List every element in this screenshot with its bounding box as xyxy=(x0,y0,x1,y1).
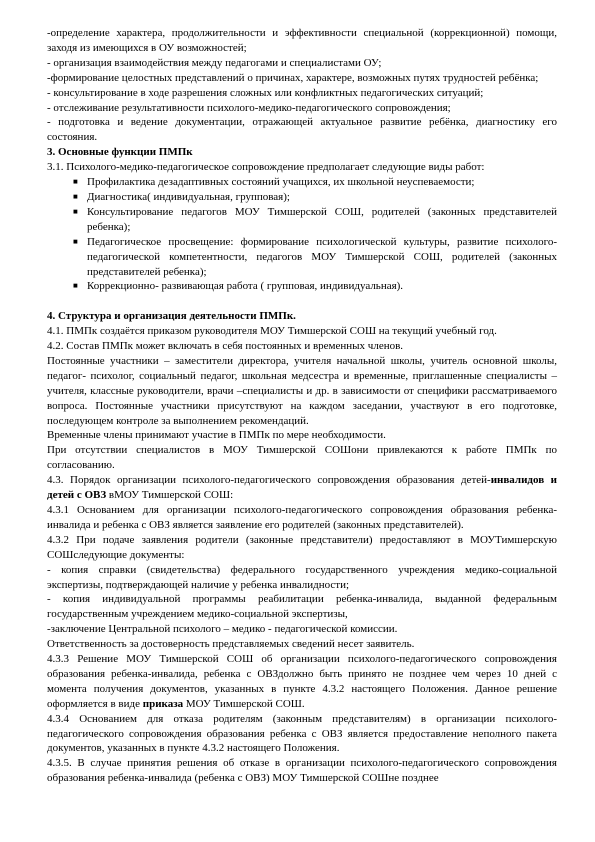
bullet-item xyxy=(47,279,557,294)
paragraph: 4.2. Состав ПМПк может включать в себя постоянных и временных членов. xyxy=(47,340,404,353)
function-item: - консультирование в ходе разрешения сложных или конфликтных педагогических ситуаций; xyxy=(47,86,484,99)
function-item: -формирование целостных представлений о причинах, характере, возможных путях трудностей ребёнка; xyxy=(47,71,539,84)
document-page xyxy=(47,26,557,786)
section-4-heading: 4. Структура и организация деятельности ПМПк. xyxy=(47,310,296,323)
bold-text: инвалидов и детей с ОВЗ xyxy=(47,474,557,502)
section-3-intro: 3.1. Психолого-медико-педагогическое сопровождение предполагает следующие виды работ: xyxy=(47,161,485,174)
bullet-icon: ■ xyxy=(73,206,78,216)
paragraph: При отсутствии специалистов в МОУ Тимшерской СОШони привлекаются к работе ПМПк по согласованию. xyxy=(47,444,557,472)
function-item: - отслеживание результативности психолого-медико-педагогического сопровождения; xyxy=(47,101,451,114)
bullet-icon: ■ xyxy=(73,236,78,246)
paragraph: 4.1. ПМПк создаётся приказом руководителя МОУ Тимшерской СОШ на текущий учебный год. xyxy=(47,325,497,338)
bullet-icon: ■ xyxy=(73,281,78,291)
spacer xyxy=(47,294,557,309)
section-3-heading: 3. Основные функции ПМПк xyxy=(47,146,193,159)
function-item: -определение характера, продолжительности и эффективности специальной (коррекционной) помощи, заходя из имеющихся в ОУ возможностей; xyxy=(47,27,557,54)
paragraph: 4.3.1 Основанием для организации психолого-педагогического сопровождения образования ребенка-инвалида и ребенка с ОВЗ является заявление его родителей (законных представителей). xyxy=(47,503,557,531)
bullet-text: Педагогическое просвещение: формирование психологической культуры, развитие психолого-педагогической компетентности, педагогов МОУ Тимшерской СОШ, родителей (законных представителей ребенка); xyxy=(87,235,557,278)
paragraph: - копия индивидуальной программы реабилитации ребенка-инвалида, выданной федеральным государственным учреждением медико-социальной экспертизы, xyxy=(47,593,557,621)
function-item: - организация взаимодействия между педагогами и специалистами ОУ; xyxy=(47,56,382,69)
paragraph: -заключение Центральной психолого – медико - педагогической комиссии. xyxy=(47,623,398,636)
bullet-text: Профилактика дезадаптивных состояний учащихся, их школьной неуспеваемости; xyxy=(87,176,475,189)
paragraph: Ответственность за достоверность представляемых сведений несет заявитель. xyxy=(47,638,415,651)
paragraph: Временные члены принимают участие в ПМПк по мере необходимости. xyxy=(47,429,386,442)
paragraph xyxy=(47,473,557,503)
bullet-item xyxy=(47,235,557,280)
paragraph: 4.3.4 Основанием для отказа родителям (законным представителям) в организации психолого-педагогического сопровождения образования ребенка с ОВЗ является предоставление неполного пакета документов, указанных в пункте 4.3.2 настоящего Положения. xyxy=(47,712,557,755)
bold-text: приказа xyxy=(142,697,184,710)
paragraph: 4.3.2 При подаче заявления родители (законные представители) предоставляют в МОУТимшерскую СОШследующие документы: xyxy=(47,533,557,561)
paragraph: - копия справки (свидетельства) федерального государственного учреждения медико-социальной экспертизы, подтверждающей наличие у ребенка инвалидности; xyxy=(47,563,557,591)
bullet-icon: ■ xyxy=(73,177,78,187)
paragraph-text: 4.3. Порядок организации психолого-педагогического сопровождения образования детей- xyxy=(47,474,491,487)
bullet-item xyxy=(47,175,557,190)
function-item: - подготовка и ведение документации, отражающей актуальное развитие ребёнка, диагностику его состояния. xyxy=(47,116,557,144)
paragraph-text: вМОУ Тимшерской СОШ: xyxy=(108,489,234,502)
paragraph-text: МОУ Тимшерской СОШ. xyxy=(183,697,305,710)
bullet-text: Консультирование педагогов МОУ Тимшерской СОШ, родителей (законных представителей ребенка); xyxy=(87,205,557,233)
paragraph xyxy=(47,652,557,712)
paragraph-text: 4.3.3 Решение МОУ Тимшерской СОШ об организации психолого-педагогического сопровождения образования ребенка-инвалида, ребенка с ОВЗдолжно быть принято не позднее чем через 10 дней с момента получения документов, указанных в пункте 4.3.2 настоящего Положения. Данное решение оформляется в виде xyxy=(47,653,557,710)
bullet-item xyxy=(47,190,557,205)
bullet-text: Диагностика( индивидуальная, групповая); xyxy=(87,190,290,203)
paragraph: 4.3.5. В случае принятия решения об отказе в организации психолого-педагогического сопровождения образования ребенка-инвалида (ребенка с ОВЗ) МОУ Тимшерской СОШне позднее xyxy=(47,757,557,785)
bullet-item xyxy=(47,205,557,235)
paragraph: Постоянные участники – заместители директора, учителя начальной школы, учитель основной школы, педагог- психолог, социальный педагог, школьная медсестра и временные, приглашенные специалисты –учителя, классные руководители, врачи –специалисты и др. в зависимости от специфики рассматриваемого вопроса. Постоянные участники присутствуют на каждом заседании, участвуют в его подготовке, последующем контроле за выполнением рекомендаций. xyxy=(47,354,557,427)
bullet-text: Коррекционно- развивающая работа ( групповая, индивидуальная). xyxy=(87,280,404,293)
bullet-icon: ■ xyxy=(73,191,78,201)
